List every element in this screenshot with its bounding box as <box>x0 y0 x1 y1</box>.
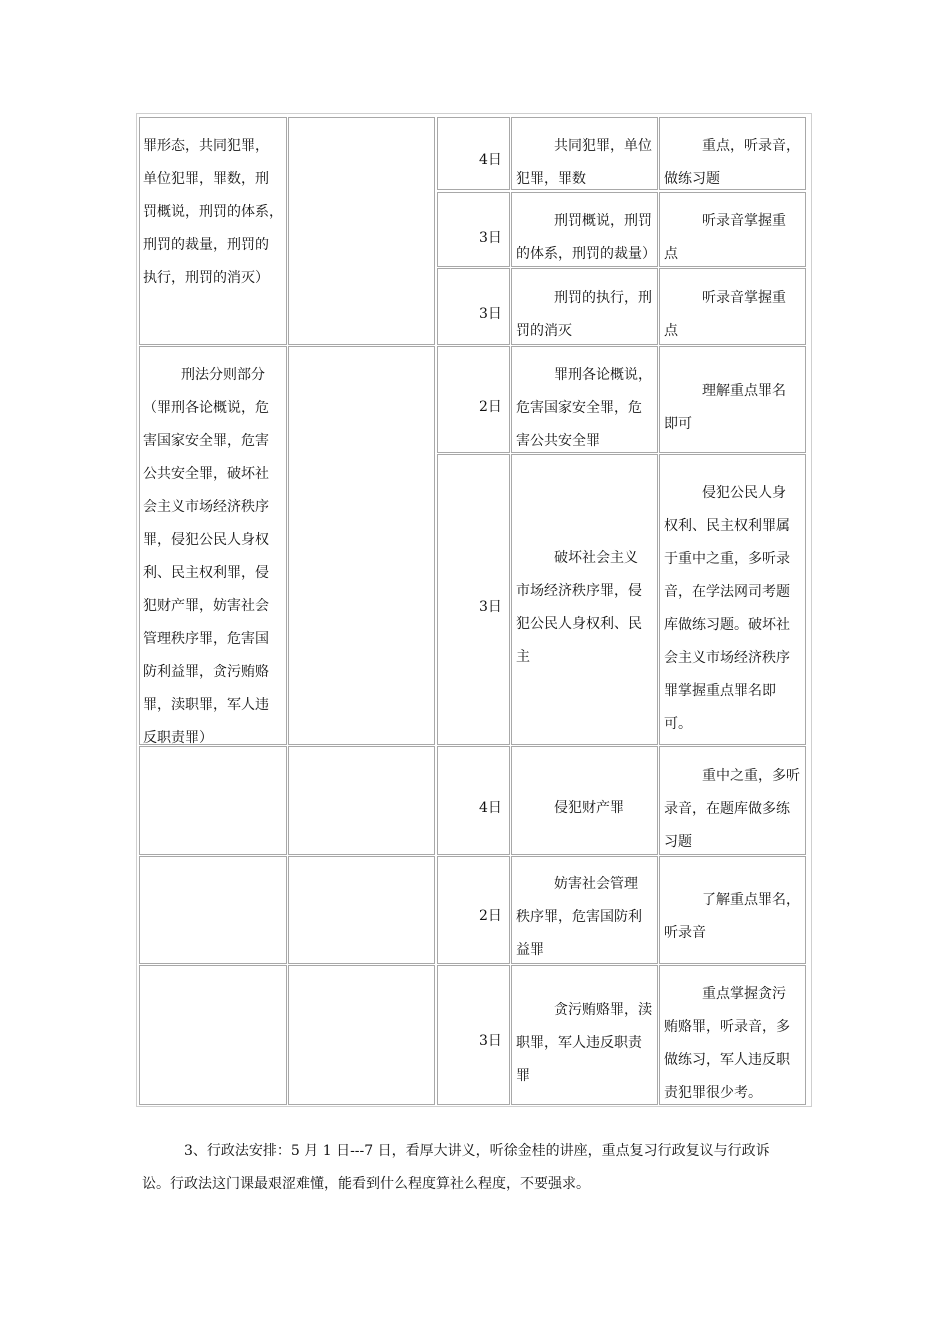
paragraph-line: 讼。行政法这门课最艰涩难懂，能看到什么程度算社么程度，不要强求。 <box>142 1176 590 1192</box>
note-text: 重点，听录音， 做练习题 <box>664 138 800 187</box>
day-label: 4日 <box>479 800 502 816</box>
group2-empty-cell <box>288 346 435 745</box>
day-label: 2日 <box>479 908 502 924</box>
day-label: 3日 <box>479 306 502 322</box>
group3-empty-cell <box>139 746 287 855</box>
content-text: 刑罚的执行，刑 罚的消灭 <box>516 290 652 339</box>
day-label: 3日 <box>479 1033 502 1049</box>
content-text: 罪刑各论概说， 危害国家安全罪，危 害公共安全罪 <box>516 367 652 449</box>
content-text: 共同犯罪，单位 犯罪，罪数 <box>516 138 652 187</box>
group1-topic-text: 罪形态，共同犯罪， 单位犯罪，罪数，刑 罚概说，刑罚的体系， 刑罚的裁量，刑罚的 执行，刑罚的消灭） <box>143 138 283 286</box>
group3-empty-cell <box>139 856 287 964</box>
admin-law-paragraph <box>142 1135 822 1201</box>
content-text: 破坏社会主义 市场经济秩序罪，侵 犯公民人身权利、民 主 <box>516 550 642 665</box>
group3-empty-cell <box>288 965 435 1105</box>
note-text: 重点掌握贪污 贿赂罪，听录音，多 做练习，军人违反职 责犯罪很少考。 <box>664 986 790 1101</box>
day-label: 2日 <box>479 399 502 415</box>
group1-empty-cell <box>288 117 435 345</box>
group3-empty-cell <box>139 965 287 1105</box>
day-label: 3日 <box>479 599 502 615</box>
content-text: 妨害社会管理 秩序罪，危害国防利 益罪 <box>516 876 642 958</box>
group3-empty-cell <box>288 746 435 855</box>
content-text: 刑罚概说，刑罚 的体系，刑罚的裁量） <box>516 213 656 262</box>
note-text: 重中之重，多听 录音，在题库做多练 习题 <box>664 768 800 850</box>
day-label: 3日 <box>479 230 502 246</box>
note-text: 听录音掌握重 点 <box>664 290 786 339</box>
note-text: 侵犯公民人身 权利、民主权利罪属 于重中之重，多听录 音，在学法网司考题 库做练习题。破坏社 会主义市场经济秩序 罪掌握重点罪名即 可。 <box>664 485 790 732</box>
note-text: 理解重点罪名 即可 <box>664 383 786 432</box>
note-text: 听录音掌握重 点 <box>664 213 786 262</box>
paragraph-line: 3、行政法安排：5 月 1 日---7 日，看厚大讲义，听徐金桂的讲座，重点复习行政复议与行政诉 <box>184 1143 770 1159</box>
note-text: 了解重点罪名， 听录音 <box>664 892 800 941</box>
content-text: 贪污贿赂罪，渎 职罪，军人违反职责 罪 <box>516 1002 652 1084</box>
day-label: 4日 <box>479 152 502 168</box>
group3-empty-cell <box>288 856 435 964</box>
content-text: 侵犯财产罪 <box>554 800 624 816</box>
group2-topic-text: 刑法分则部分 （罪刑各论概说，危 害国家安全罪，危害 公共安全罪，破坏社 会主义市场经济秩序 罪，侵犯公民人身权 利、民主权利罪，侵 犯财产罪，妨害社会 管理秩序罪，危害国 防利益罪，贪污贿赂 罪，渎职罪，军人违 反职责罪） <box>143 367 269 746</box>
